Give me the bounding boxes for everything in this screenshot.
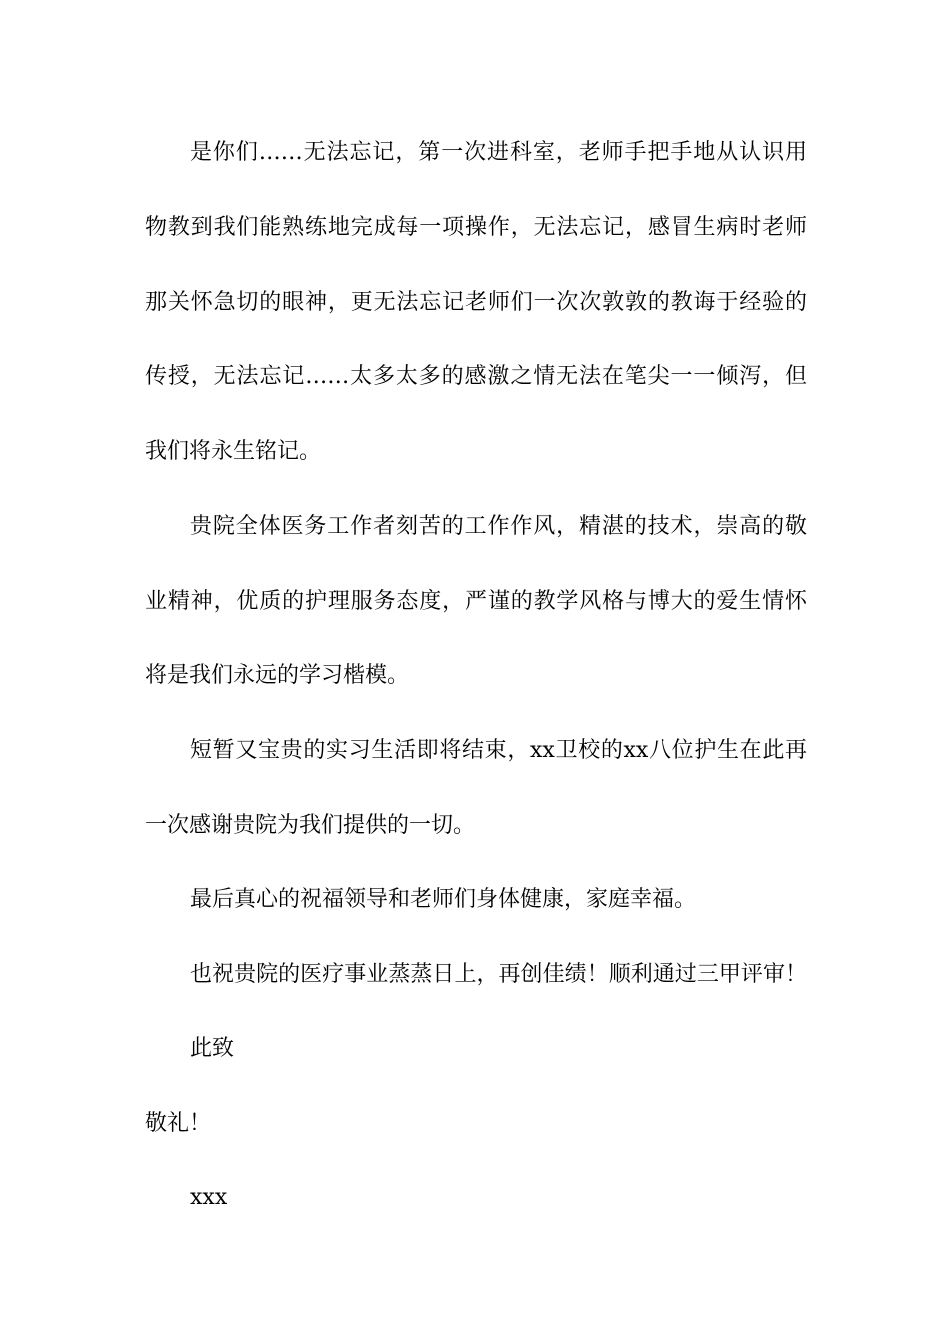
paragraph-wish-line-1: 也祝贵院的医疗事业蒸蒸日上，再创佳绩！顺利通过三甲评审！ — [190, 962, 807, 987]
paragraph-hospital-staff-line-1: 贵院全体医务工作者刻苦的工作作风，精湛的技术，崇高的敬 — [190, 514, 807, 539]
paragraph-gratitude-line-4: 传授，无法忘记……太多太多的感激之情无法在笔尖一一倾泻，但 — [145, 364, 807, 389]
closing-salutation: 此致 — [190, 1036, 235, 1061]
signature: xxx — [190, 1185, 228, 1210]
closing-regards: 敬礼！ — [145, 1111, 212, 1136]
paragraph-hospital-staff-line-3: 将是我们永远的学习楷模。 — [145, 663, 410, 688]
paragraph-gratitude-line-1: 是你们……无法忘记，第一次进科室，老师手把手地从认识用 — [190, 140, 807, 165]
paragraph-internship-end-line-2: 一次感谢贵院为我们提供的一切。 — [145, 813, 476, 838]
paragraph-gratitude-line-2: 物教到我们能熟练地完成每一项操作，无法忘记，感冒生病时老师 — [145, 215, 807, 240]
paragraph-blessing-line-1: 最后真心的祝福领导和老师们身体健康，家庭幸福。 — [190, 887, 697, 912]
paragraph-gratitude-line-5: 我们将永生铭记。 — [145, 439, 322, 464]
paragraph-internship-end-line-1: 短暂又宝贵的实习生活即将结束，xx卫校的xx八位护生在此再 — [190, 738, 807, 763]
paragraph-gratitude-line-3: 那关怀急切的眼神，更无法忘记老师们一次次敦敦的教诲于经验的 — [145, 290, 807, 315]
paragraph-hospital-staff-line-2: 业精神，优质的护理服务态度，严谨的教学风格与博大的爱生情怀 — [145, 589, 807, 614]
